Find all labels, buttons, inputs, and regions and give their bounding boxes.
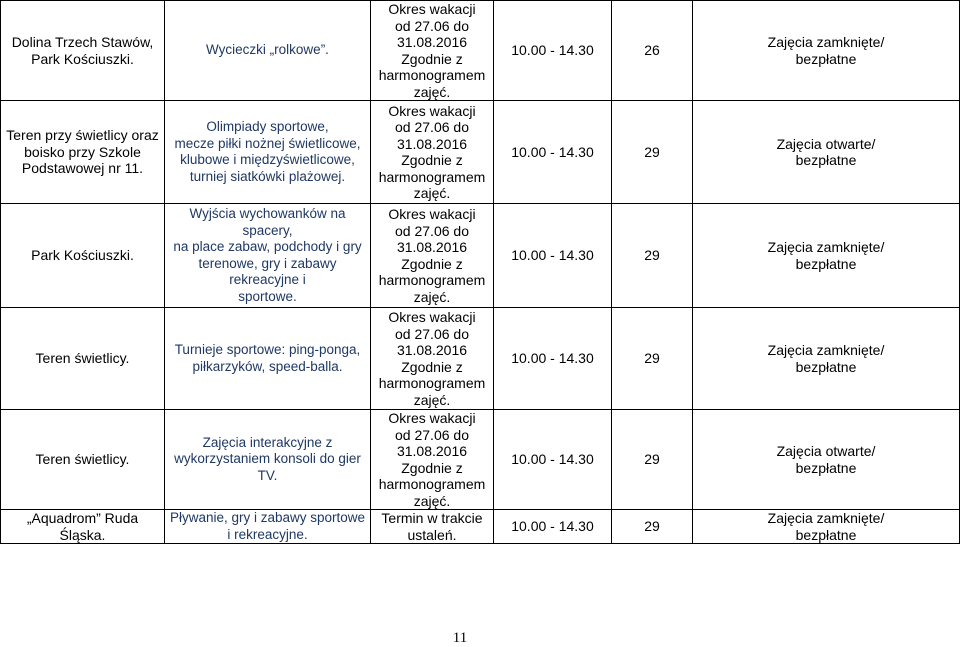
activity-cell: Turnieje sportowe: ping-ponga, piłkarzyków, speed-balla. xyxy=(165,308,371,410)
type-cell: Zajęcia otwarte/ bezpłatne xyxy=(693,410,960,510)
age-cell: 29 xyxy=(612,101,693,204)
period-cell: Okres wakacji od 27.06 do 31.08.2016 Zgodnie z harmonogramem zajęć. xyxy=(371,101,494,204)
location-cell: Teren przy świetlicy oraz boisko przy Szkole Podstawowej nr 11. xyxy=(1,101,165,204)
period-cell: Okres wakacji od 27.06 do 31.08.2016 Zgodnie z harmonogramem zajęć. xyxy=(371,204,494,308)
period-cell: Okres wakacji od 27.06 do 31.08.2016 Zgodnie z harmonogramem zajęć. xyxy=(371,410,494,510)
activity-cell: Zajęcia interakcyjne z wykorzystaniem konsoli do gier TV. xyxy=(165,410,371,510)
type-cell: Zajęcia zamknięte/ bezpłatne xyxy=(693,308,960,410)
age-cell: 29 xyxy=(612,510,693,544)
period-cell: Okres wakacji od 27.06 do 31.08.2016 Zgodnie z harmonogramem zajęć. xyxy=(371,1,494,101)
location-cell: „Aquadrom” Ruda Śląska. xyxy=(1,510,165,544)
table-row xyxy=(1,510,960,544)
page-number: 11 xyxy=(452,630,468,646)
age-cell: 29 xyxy=(612,308,693,410)
type-cell: Zajęcia otwarte/ bezpłatne xyxy=(693,101,960,204)
hours-cell: 10.00 - 14.30 xyxy=(494,510,612,544)
activity-cell: Wycieczki „rolkowe”. xyxy=(165,1,371,101)
activity-cell: Wyjścia wychowanków na spacery, na place zabaw, podchody i gry terenowe, gry i zabawy rekreacyjne i sportowe. xyxy=(165,204,371,308)
table-row xyxy=(1,308,960,410)
type-cell: Zajęcia zamknięte/ bezpłatne xyxy=(693,1,960,101)
age-cell: 29 xyxy=(612,410,693,510)
period-cell: Okres wakacji od 27.06 do 31.08.2016 Zgodnie z harmonogramem zajęć. xyxy=(371,308,494,410)
activity-cell: Pływanie, gry i zabawy sportowe i rekreacyjne. xyxy=(165,510,371,544)
location-cell: Teren świetlicy. xyxy=(1,308,165,410)
hours-cell: 10.00 - 14.30 xyxy=(494,410,612,510)
age-cell: 29 xyxy=(612,204,693,308)
hours-cell: 10.00 - 14.30 xyxy=(494,204,612,308)
activity-cell: Olimpiady sportowe, mecze piłki nożnej świetlicowe, klubowe i międzyświetlicowe, turniej siatkówki plażowej. xyxy=(165,101,371,204)
location-cell: Park Kościuszki. xyxy=(1,204,165,308)
hours-cell: 10.00 - 14.30 xyxy=(494,308,612,410)
location-cell: Teren świetlicy. xyxy=(1,410,165,510)
table-row xyxy=(1,101,960,204)
type-cell: Zajęcia zamknięte/ bezpłatne xyxy=(693,204,960,308)
table-row xyxy=(1,1,960,101)
period-cell: Termin w trakcie ustaleń. xyxy=(371,510,494,544)
table-row xyxy=(1,204,960,308)
location-cell: Dolina Trzech Stawów, Park Kościuszki. xyxy=(1,1,165,101)
table-row xyxy=(1,410,960,510)
type-cell: Zajęcia zamknięte/ bezpłatne xyxy=(693,510,960,544)
age-cell: 26 xyxy=(612,1,693,101)
hours-cell: 10.00 - 14.30 xyxy=(494,101,612,204)
hours-cell: 10.00 - 14.30 xyxy=(494,1,612,101)
